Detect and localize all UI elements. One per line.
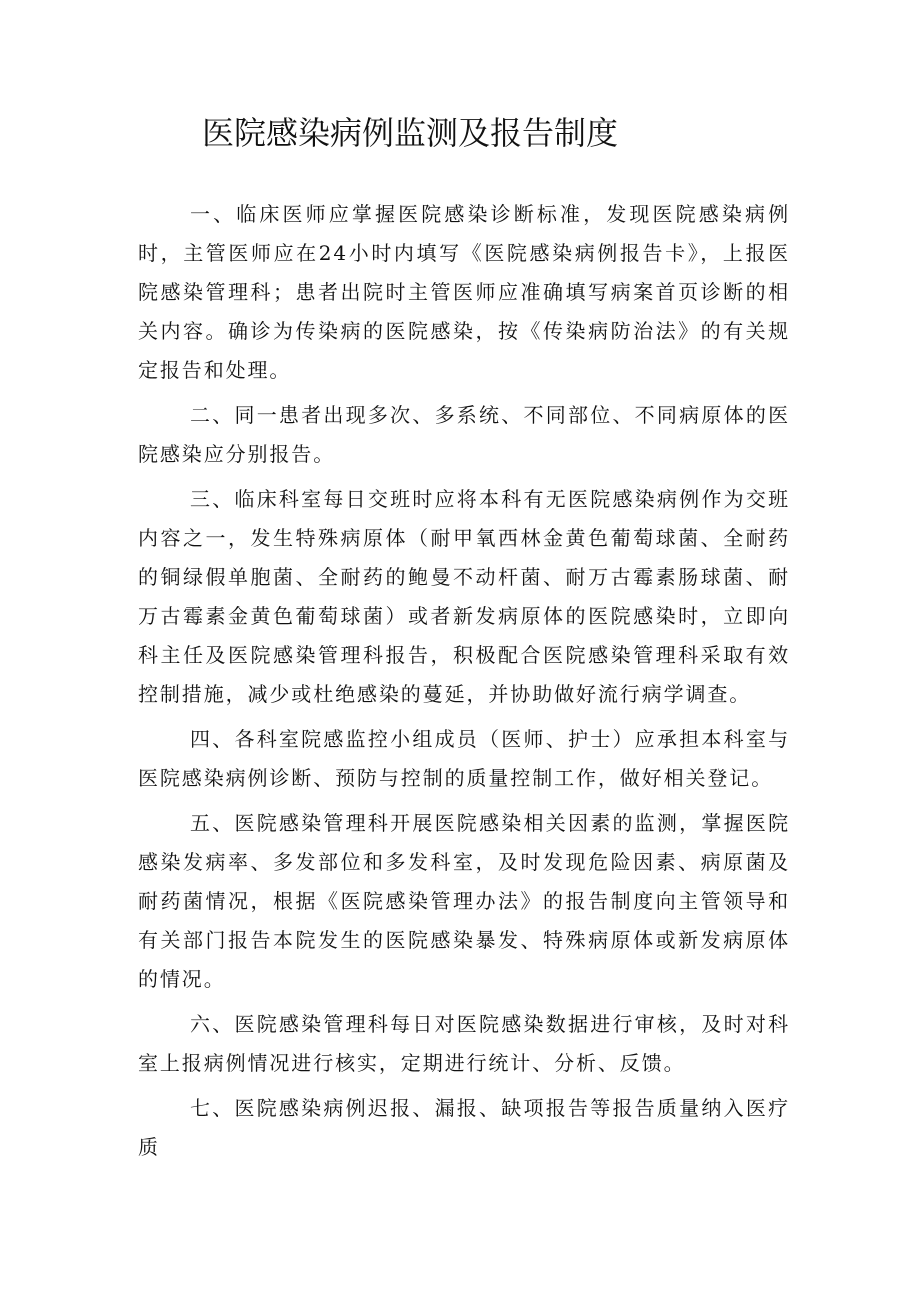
paragraph-2: 二、同一患者出现多次、多系统、不同部位、不同病原体的医院感染应分别报告。 — [138, 403, 790, 466]
paragraph-1: 一、临床医师应掌握医院感染诊断标准，发现医院感染病例时，主管医师应在24小时内填写《医院感染病例报告卡》，上报医院感染管理科；患者出院时主管医师应准确填写病案首页诊断的相关内容。确诊为传染病的医院感染，按《传染病防治法》的有关规定报告和处理。 — [138, 202, 790, 382]
paragraph-5: 五、医院感染管理科开展医院感染相关因素的监测，掌握医院感染发病率、多发部位和多发科室，及时发现危险因素、病原菌及耐药菌情况，根据《医院感染管理办法》的报告制度向主管领导和有关部门报告本院发生的医院感染暴发、特殊病原体或新发病原体的情况。 — [138, 811, 790, 991]
paragraph-3: 三、临床科室每日交班时应将本科有无医院感染病例作为交班内容之一，发生特殊病原体（耐甲氧西林金黄色葡萄球菌、全耐药的铜绿假单胞菌、全耐药的鲍曼不动杆菌、耐万古霉素肠球菌、耐万古霉素金黄色葡萄球菌）或者新发病原体的医院感染时，立即向科主任及医院感染管理科报告，积极配合医院感染管理科采取有效控制措施，减少或杜绝感染的蔓延，并协助做好流行病学调查。 — [138, 487, 790, 706]
document-body — [138, 195, 790, 1173]
paragraph-6: 六、医院感染管理科每日对医院感染数据进行审核，及时对科室上报病例情况进行核实，定期进行统计、分析、反馈。 — [138, 1012, 790, 1075]
document-title: 医院感染病例监测及报告制度 — [202, 114, 619, 152]
paragraph-4: 四、各科室院感监控小组成员（医师、护士）应承担本科室与医院感染病例诊断、预防与控制的质量控制工作，做好相关登记。 — [138, 727, 790, 790]
paragraph-7: 七、医院感染病例迟报、漏报、缺项报告等报告质量纳入医疗质 — [138, 1096, 790, 1159]
